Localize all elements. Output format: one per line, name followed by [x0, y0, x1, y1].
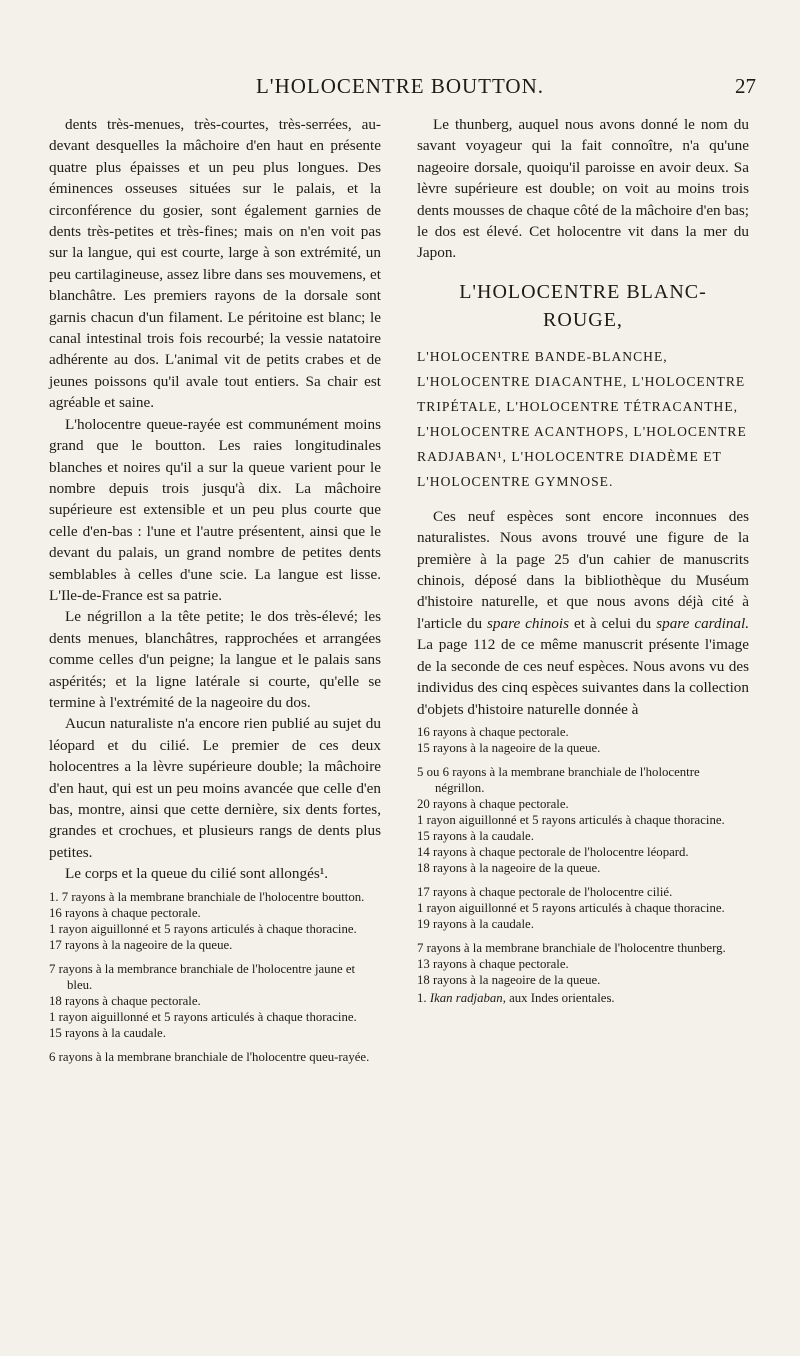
- note-line: 14 rayons à chaque pectorale de l'holocentre léopard.: [417, 844, 689, 859]
- text-run: et à celui du: [573, 614, 652, 632]
- italic-term: spare cardinal.: [656, 614, 750, 632]
- heading-line: ROUGE,: [543, 308, 623, 331]
- note-line: 16 rayons à chaque pectorale.: [49, 905, 201, 920]
- note-gap: [417, 876, 749, 884]
- note-gap: [49, 1041, 381, 1049]
- note-line: 16 rayons à chaque pectorale.: [417, 724, 569, 739]
- note-gap: [49, 953, 381, 961]
- note-line: 6 rayons à la membrane branchiale de l'holocentre queu-rayée.: [49, 1049, 370, 1064]
- left-column: [49, 114, 381, 1065]
- note-line: 19 rayons à la caudale.: [417, 916, 534, 931]
- text-run: Ces neuf espèces sont encore inconnues des naturalistes. Nous avons trouvé une figure de la première à la page 25 d'un cahier de manuscrits chinois, déposé dans la bibliothèque du Muséum d'histoire naturelle, et que nous avons déjà cité à l'article du: [417, 507, 749, 632]
- note-line: 18 rayons à la nageoire de la queue.: [417, 972, 601, 987]
- note-line: 1. 7 rayons à la membrane branchiale de l'holocentre boutton.: [49, 889, 365, 904]
- note-line: 18 rayons à la nageoire de la queue.: [417, 860, 601, 875]
- note-line: 5 ou 6 rayons à la membrane branchiale de l'holocentre négrillon.: [417, 764, 700, 795]
- running-title: L'HOLOCENTRE BOUTTON.: [255, 74, 545, 98]
- note-line: 1 rayon aiguillonné et 5 rayons articulés à chaque thoracine.: [49, 921, 357, 936]
- paragraph: dents très-menues, très-courtes, très-serrées, au-devant desquelles la mâchoire d'en haut en présente quatre plus épaisses et un peu plus longues. Des éminences osseuses situées sur le palais, et la circonférence du gosier, sont également garnies de dents très-petites et très-fines; mais on n'en voit pas sur la langue, qui est courte, large à son extrémité, un peu cartilagineuse, assez libre dans ses mouvemens, et blanchâtre. Les premiers rayons de la dorsale sont garnis chacun d'un filament. Le péritoine est blanc; le canal intestinal trois fois recourbé; la vessie natatoire adhérente au dos. L'animal vit de petits crabes et de jeunes poissons qu'il avale tout entiers. Sa chair est agréable et saine.: [49, 116, 381, 412]
- page-number: 27: [735, 74, 756, 98]
- paragraph: Le négrillon a la tête petite; le dos très-élevé; les dents menues, blanchâtres, rapprochées et arrangées comme celles d'un peigne; la langue et le palais sans aspérités; et la ligne latérale si courte, qu'elle se termine à l'extrémité de la nageoire du dos.: [49, 608, 381, 711]
- note-gap: [417, 932, 749, 940]
- paragraph: Le corps et la queue du cilié sont allongés¹.: [65, 865, 329, 883]
- fin-ray-notes: [417, 724, 749, 988]
- note-line: 17 rayons à la nageoire de la queue.: [49, 937, 233, 952]
- note-line: 17 rayons à chaque pectorale de l'holocentre cilié.: [417, 884, 673, 899]
- note-gap: [417, 756, 749, 764]
- note-line: 1 rayon aiguillonné et 5 rayons articulés à chaque thoracine.: [417, 812, 725, 827]
- note-line: 18 rayons à chaque pectorale.: [49, 993, 201, 1008]
- running-head: [40, 74, 760, 102]
- note-line: 15 rayons à la nageoire de la queue.: [417, 740, 601, 755]
- note-line: 15 rayons à la caudale.: [417, 828, 534, 843]
- paragraph: L'holocentre queue-rayée est communément moins grand que le boutton. Les raies longitudinales blanches et noires qu'il a sur la queue varient pour le nombre depuis trois jusqu'à dix. La mâchoire supérieure est extensible et un peu plus courte que celle d'en-bas : l'une et l'autre présentent, ainsi que le devant du palais, un grand nombre de petites dents semblables à celles d'une scie. La langue est lisse. L'Ile-de-France est sa patrie.: [49, 415, 381, 604]
- footnote-text: , aux Indes orientales.: [502, 990, 615, 1005]
- italic-term: spare chinois: [487, 614, 570, 632]
- species-list: L'HOLOCENTRE BANDE-BLANCHE, L'HOLOCENTRE DIACANTHE, L'HOLOCENTRE TRIPÉTALE, L'HOLOCENTRE TÉTRACANTHE, L'HOLOCENTRE ACANTHOPS, L'HOLOCENTRE RADJABAN¹, L'HOLOCENTRE DIADÈME ET L'HOLOCENTRE GYMNOSE.: [417, 348, 747, 489]
- note-line: 15 rayons à la caudale.: [49, 1025, 166, 1040]
- paragraph: [417, 506, 749, 720]
- note-line: 7 rayons à la membrane branchiale de l'holocentre thunberg.: [417, 940, 726, 955]
- paragraph: Aucun naturaliste n'a encore rien publié au sujet du léopard et du cilié. Le premier de ces deux holocentres a la lèvre supérieure double; la mâchoire d'en haut, qui est un peu moins avancée que celle d'en bas, montre, ainsi que cette dernière, six dents fortes, grandes et crochues, et plusieurs rangs de dents plus petites.: [49, 715, 381, 861]
- note-line: 13 rayons à chaque pectorale.: [417, 956, 569, 971]
- note-line: 7 rayons à la membrance branchiale de l'holocentre jaune et bleu.: [49, 961, 356, 992]
- fin-ray-notes: [49, 889, 381, 1065]
- note-line: 1 rayon aiguillonné et 5 rayons articulés à chaque thoracine.: [49, 1009, 357, 1024]
- right-column: [417, 114, 749, 1006]
- note-line: 20 rayons à chaque pectorale.: [417, 796, 569, 811]
- section-heading: [417, 278, 749, 334]
- footnote: [417, 990, 749, 1006]
- footnote-marker: 1.: [417, 990, 427, 1005]
- footnote-term: Ikan radjaban: [429, 990, 503, 1005]
- paragraph: Le thunberg, auquel nous avons donné le nom du savant voyageur qui la fait connoître, n'a qu'une nageoire dorsale, quoiqu'il paroisse en avoir deux. Sa lèvre supérieure est double; on voit au moins trois dents mousses de chaque côté de la mâchoire d'en bas; le dos est élevé. Cet holocentre vit dans la mer du Japon.: [417, 116, 749, 262]
- text-run: La page 112 de ce même manuscrit présente l'image de la seconde de ces neuf espèces. Nous avons vu des individus des cinq espèces suivantes dans la collection d'objets d'histoire naturelle donnée à: [417, 636, 749, 718]
- note-line: 1 rayon aiguillonné et 5 rayons articulés à chaque thoracine.: [417, 900, 725, 915]
- heading-line: L'HOLOCENTRE BLANC-: [459, 280, 707, 303]
